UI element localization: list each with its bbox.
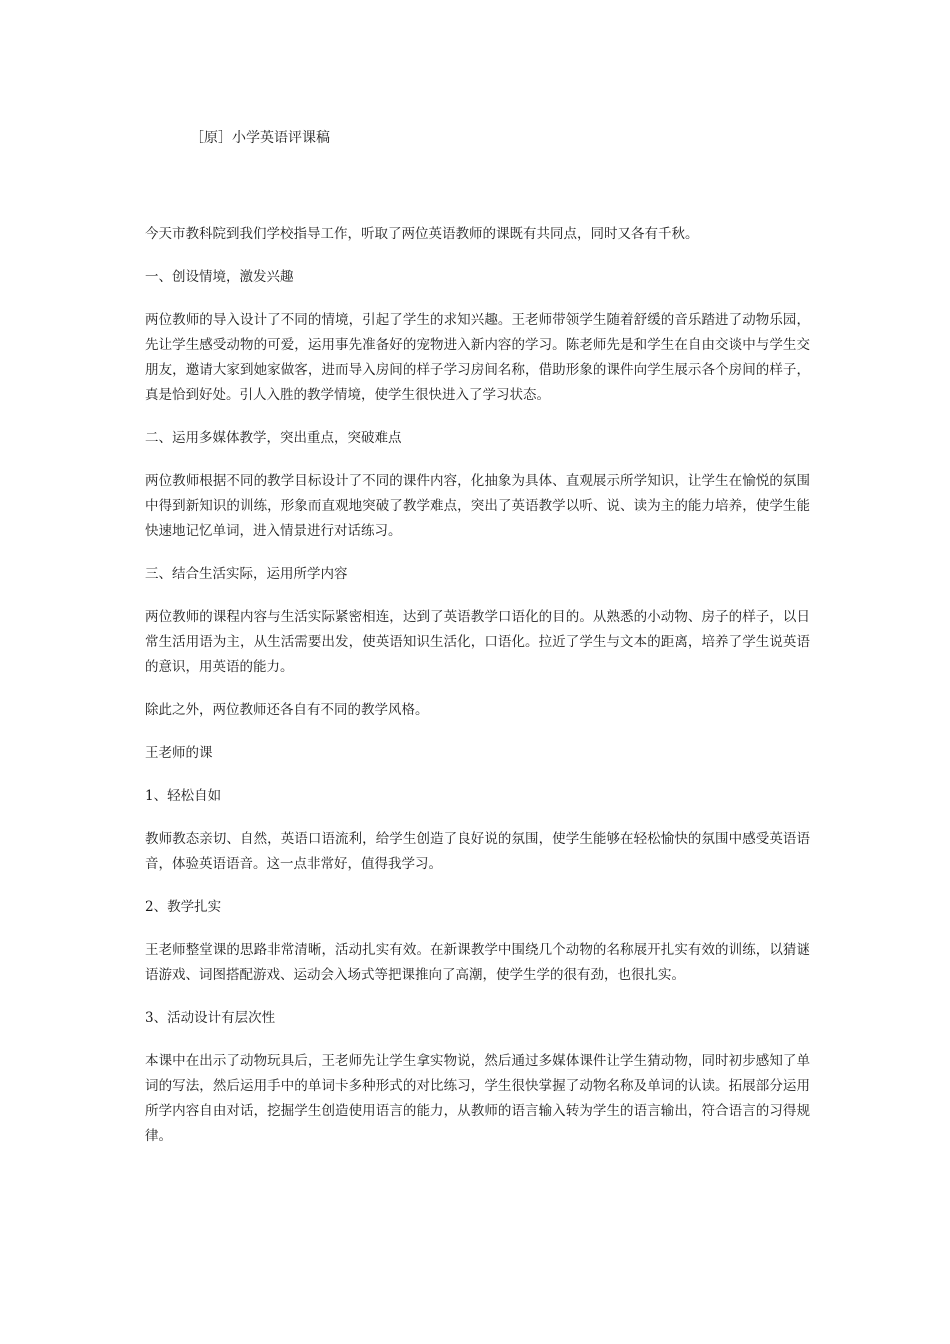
subheading-1: 1、轻松自如 [145,788,222,804]
transition-paragraph: 除此之外，两位教师还各自有不同的教学风格。 [145,702,429,718]
section-heading-2: 二、运用多媒体教学，突出重点，突破难点 [145,430,402,446]
section-heading-3: 三、结合生活实际，运用所学内容 [145,566,348,582]
subsection-1-paragraph: 教师教态亲切、自然，英语口语流利，给学生创造了良好说的氛围，使学生能够在轻松愉快的氛围中感受英语语音，体验英语语音。这一点非常好，值得我学习。 [145,831,810,872]
subsection-2-paragraph: 王老师整堂课的思路非常清晰，活动扎实有效。在新课教学中围绕几个动物的名称展开扎实有效的训练，以猜谜语游戏、词图搭配游戏、运动会入场式等把课推向了高潮，使学生学的很有劲，也很扎实。 [145,942,810,983]
subsection-3-paragraph: 本课中在出示了动物玩具后，王老师先让学生拿实物说，然后通过多媒体课件让学生猜动物，同时初步感知了单词的写法，然后运用手中的单词卡多种形式的对比练习，学生很快掌握了动物名称及单词的认读。拓展部分运用所学内容自由对话，挖掘学生创造使用语言的能力，从教师的语言输入转为学生的语言输出，符合语言的习得规律。 [145,1053,810,1144]
section-2-paragraph: 两位教师根据不同的教学目标设计了不同的课件内容，化抽象为具体、直观展示所学知识，让学生在愉悦的氛围中得到新知识的训练，形象而直观地突破了教学难点，突出了英语教学以听、说、读为主的能力培养，使学生能快速地记忆单词，进入情景进行对话练习。 [145,473,810,539]
subheading-2: 2、教学扎实 [145,899,222,915]
subheading-3: 3、活动设计有层次性 [145,1010,276,1026]
intro-paragraph: 今天市教科院到我们学校指导工作，听取了两位英语教师的课既有共同点，同时又各有千秋。 [145,226,699,242]
teacher-wang-heading: 王老师的课 [145,745,213,761]
document-body [145,222,810,1167]
section-3-paragraph: 两位教师的课程内容与生活实际紧密相连，达到了英语教学口语化的目的。从熟悉的小动物、房子的样子，以日常生活用语为主，从生活需要出发，使英语知识生活化，口语化。拉近了学生与文本的距离，培养了学生说英语的意识，用英语的能力。 [145,609,810,675]
section-heading-1: 一、创设情境，激发兴趣 [145,269,294,285]
section-1-paragraph: 两位教师的导入设计了不同的情境，引起了学生的求知兴趣。王老师带领学生随着舒缓的音乐踏进了动物乐园，先让学生感受动物的可爱，运用事先准备好的宠物进入新内容的学习。陈老师先是和学生在自由交谈中与学生交朋友，邀请大家到她家做客，进而导入房间的样子学习房间名称，借助形象的课件向学生展示各个房间的样子，真是恰到好处。引人入胜的教学情境，使学生很快进入了学习状态。 [145,312,810,403]
document-title: ［原］小学英语评课稿 [190,130,330,146]
